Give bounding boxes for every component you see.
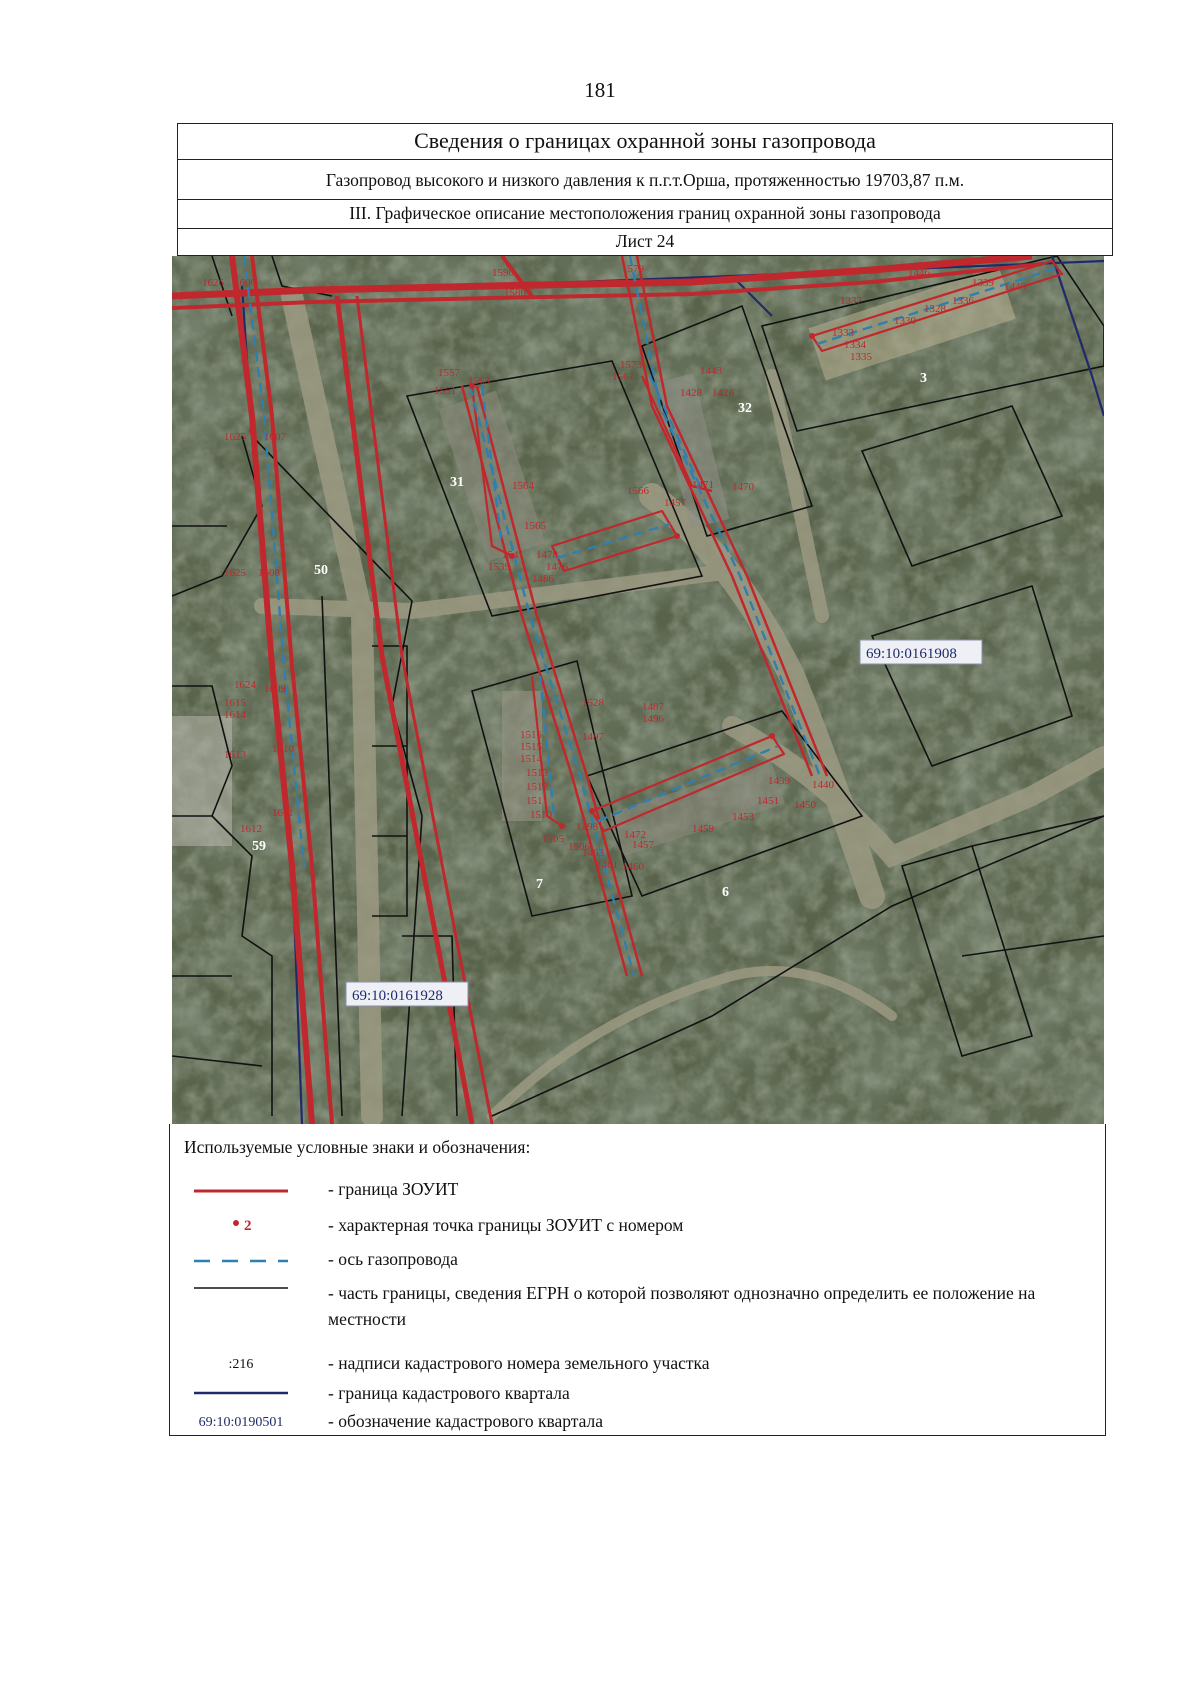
parcel-label: 6 bbox=[722, 885, 729, 900]
point-label: 1336 bbox=[952, 295, 974, 307]
point-label: 1439 bbox=[768, 775, 790, 787]
legend-item-text: - граница кадастрового квартала bbox=[328, 1383, 570, 1403]
point-label: 1497 bbox=[582, 731, 604, 743]
parcel-label: 31 bbox=[450, 475, 464, 490]
point-label: 1335 bbox=[850, 351, 872, 363]
header-table bbox=[177, 123, 1113, 256]
parcel-label-sample: :216 bbox=[228, 1357, 254, 1372]
point-sample-label: 2 bbox=[244, 1218, 252, 1234]
quarter-label: 69:10:0161908 bbox=[866, 646, 957, 662]
point-label: 1496 bbox=[642, 713, 664, 725]
point-label: 1512 bbox=[526, 781, 548, 793]
point-label: 1330 bbox=[894, 315, 916, 327]
header-title: Сведения о границах охранной зоны газопровода bbox=[178, 124, 1112, 160]
red-line-icon bbox=[190, 1176, 292, 1206]
parcel-label: 7 bbox=[536, 877, 543, 892]
legend-item-egrn-boundary bbox=[170, 1280, 1105, 1336]
legend-item-quarter-label bbox=[170, 1408, 1105, 1438]
point-label: 1476 bbox=[546, 561, 568, 573]
point-label: 1426 bbox=[712, 387, 734, 399]
legend-item-text: - ось газопровода bbox=[328, 1249, 458, 1269]
legend-item-pipeline-axis bbox=[170, 1246, 1105, 1276]
legend-item-zone-point bbox=[170, 1212, 1105, 1242]
point-label: 1510 bbox=[530, 809, 552, 821]
point-label: 1611 bbox=[272, 807, 294, 819]
point-label: 1450 bbox=[794, 799, 816, 811]
point-label: 1339 bbox=[972, 277, 994, 289]
point-label: 1451 bbox=[757, 795, 779, 807]
blue-dashed-line-icon bbox=[190, 1246, 292, 1276]
point-label: 1609 bbox=[264, 683, 286, 695]
point-label: 1446 bbox=[908, 267, 930, 279]
point-label: 1579 bbox=[622, 263, 644, 275]
map-view[interactable] bbox=[172, 256, 1104, 1124]
point-label: 1334 bbox=[844, 339, 866, 351]
parcel-label: 32 bbox=[738, 401, 752, 416]
point-label: 1567 bbox=[612, 371, 634, 383]
point-label: 1459 bbox=[692, 823, 714, 835]
point-label: 1337 bbox=[840, 295, 862, 307]
point-label: 1573 bbox=[620, 359, 642, 371]
red-point-icon bbox=[190, 1212, 292, 1242]
point-label: 1478 bbox=[536, 549, 558, 561]
point-label: 1614 bbox=[224, 709, 246, 721]
legend bbox=[169, 1124, 1106, 1436]
point-label: 1440 bbox=[812, 779, 834, 791]
point-label: 1472 bbox=[624, 829, 646, 841]
point-label: 1608 bbox=[258, 567, 280, 579]
point-label: 1463 bbox=[582, 847, 604, 859]
point-label: 1625 bbox=[224, 567, 246, 579]
point-label: 1328 bbox=[924, 303, 946, 315]
point-label: 1580 bbox=[504, 287, 526, 299]
black-line-icon bbox=[190, 1280, 292, 1310]
quarter-label: 69:10:0161928 bbox=[352, 988, 443, 1004]
point-label: 1541 bbox=[502, 549, 524, 561]
header-subtitle: Газопровод высокого и низкого давления к п.г.т.Орша, протяженностью 19703,87 п.м. bbox=[178, 160, 1112, 200]
parcel-label: 50 bbox=[314, 563, 328, 578]
point-label: 1470 bbox=[732, 481, 754, 493]
point-label: 1625 bbox=[224, 431, 246, 443]
parcel-label: 59 bbox=[252, 839, 266, 854]
legend-item-text: - часть границы, сведения ЕГРН о которой позволяют однозначно определить ее положение на местности bbox=[328, 1283, 1036, 1329]
point-label: 1505 bbox=[542, 833, 564, 845]
point-label: 1615 bbox=[224, 697, 246, 709]
point-label: 1506 bbox=[568, 841, 590, 853]
point-label: 1612 bbox=[240, 823, 262, 835]
point-label: 1610 bbox=[272, 743, 294, 755]
point-label: 1607 bbox=[264, 431, 286, 443]
point-label: 1565 bbox=[524, 520, 546, 532]
point-label: 1453 bbox=[732, 811, 754, 823]
point-label: 1513 bbox=[526, 767, 548, 779]
point-label: 1511 bbox=[526, 795, 548, 807]
legend-item-quarter-border bbox=[170, 1380, 1105, 1410]
point-label: 1613 bbox=[224, 749, 246, 761]
navy-line-icon bbox=[190, 1380, 292, 1410]
point-label: 1566 bbox=[627, 485, 649, 497]
legend-item-text: - характерная точка границы ЗОУИТ с номером bbox=[328, 1215, 684, 1235]
point-label: 1460 bbox=[622, 861, 644, 873]
point-label: 1563 bbox=[468, 375, 490, 387]
point-label: 1551 bbox=[434, 385, 456, 397]
legend-title: Используемые условные знаки и обозначения: bbox=[184, 1137, 531, 1157]
map-canvas bbox=[172, 256, 1104, 1124]
parcel-label: 3 bbox=[920, 371, 927, 386]
point-label: 1445 bbox=[1004, 281, 1026, 293]
point-label: 1515 bbox=[520, 741, 542, 753]
point-label: 1486 bbox=[532, 573, 554, 585]
point-label: 1428 bbox=[680, 387, 702, 399]
point-label: 1606 bbox=[234, 277, 256, 289]
point-label: 1487 bbox=[642, 701, 664, 713]
point-label: 1590 bbox=[492, 267, 514, 279]
point-label: 1461 bbox=[596, 859, 618, 871]
point-label: 1564 bbox=[512, 480, 534, 492]
point-label: 1539 bbox=[488, 561, 510, 573]
header-section: III. Графическое описание местоположения границ охранной зоны газопровода bbox=[178, 200, 1112, 229]
point-label: 1443 bbox=[700, 365, 722, 377]
point-label: 1457 bbox=[664, 497, 686, 509]
legend-item-text: - граница ЗОУИТ bbox=[328, 1179, 459, 1199]
point-label: 1498 bbox=[576, 821, 598, 833]
legend-item-text: - надписи кадастрового номера земельного участка bbox=[328, 1353, 710, 1373]
point-label: 1457 bbox=[632, 839, 654, 851]
page-number: 181 bbox=[584, 78, 616, 102]
point-label: 1557 bbox=[438, 367, 460, 379]
point-label: 1624 bbox=[234, 679, 256, 691]
legend-item-text: - обозначение кадастрового квартала bbox=[328, 1411, 604, 1431]
quarter-label-sample: 69:10:0190501 bbox=[198, 1415, 284, 1430]
point-label: 1333 bbox=[832, 327, 854, 339]
point-label: 1516 bbox=[520, 729, 542, 741]
legend-item-zone-border bbox=[170, 1176, 1105, 1206]
point-label: 1514 bbox=[520, 753, 542, 765]
point-label: 1626 bbox=[202, 277, 224, 289]
point-label: 1471 bbox=[692, 479, 714, 491]
legend-item-parcel-label bbox=[170, 1350, 1105, 1380]
header-sheet: Лист 24 bbox=[615, 231, 675, 251]
point-label: 1528 bbox=[582, 697, 604, 709]
